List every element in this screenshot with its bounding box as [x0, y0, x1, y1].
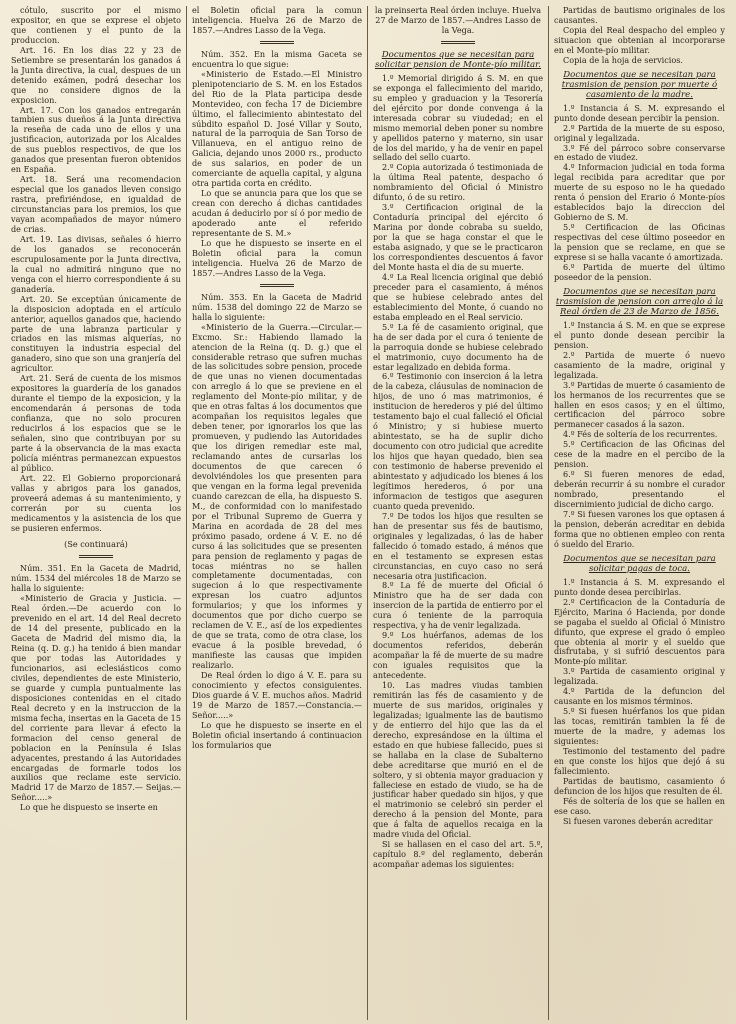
paragraph: 4.º La Real licencia original que debió preceder para el casamiento, á ménos que se hubiese celebrado antes del establecimiento del Monte, ó cuando no estaba empleado en el Real servicio. [373, 271, 543, 322]
column-1 [6, 6, 187, 1020]
column-3 [368, 6, 549, 1020]
paragraph: Copia del Real despacho del empleo y situacion que obtenian al incorporarse en el Monte-pío militar. [554, 24, 725, 55]
paragraph: 5.º Certificacion de las Oficinas respectivas del cese último poseedor en la pension que se reclame, en que se exprese si se halla vacante ó amortizada. [554, 222, 725, 263]
columns-container [6, 6, 730, 1020]
paragraph: Art. 18. Será una recomendacion especial que los ganados lleven consigo rastra, prefiriéndose, en igualdad de circunstancias para los premios, los que vayan acompañados de mayor número de crias. [11, 174, 181, 234]
paragraph: 4.º Partida de la defuncion del causante en los mismos términos. [554, 686, 725, 707]
paragraph: 9.º Los huérfanos, ademas de los documentos referidos, deberán acompañar la fé de muerte de su madre con iguales requisitos que la antecedente. [373, 630, 543, 681]
paragraph: 4.º Informacion judicial en toda forma legal recibida para acreditar que por muerte de su esposo no le ha quedado renta ó pension del Erario ó Monte-píos establecidos bajo la direccion del Gobierno de S. M. [554, 162, 725, 223]
continuation-note: (Se continuará) [64, 538, 128, 549]
paragraph: 3.º Partidas de muerte ó casamiento de los hermanos de los recurrentes que se hallen en esos casos; y en el último, certificacion del párroco sobre permanecer casados á la sazon. [554, 379, 725, 430]
paragraph: Partidas de bautismo originales de los causantes. [554, 6, 725, 25]
paragraph: Art. 16. En los dias 22 y 23 de Setiembre se presentarán los ganados á la Junta directiva, la cual, despues de un detenido exámen, podrá desechar los que no considere dignos de la exposicion. [11, 44, 181, 105]
paragraph: Lo que he dispuesto se inserte en [20, 802, 158, 813]
paragraph: 1.º Memorial dirigido á S. M. en que se exponga el fallecimiento del marido, su empleo y graduacion y la Tesorería del ejército por donde convenga á la interesada cobrar su viudedad; en el mismo memorial deben poner su nombre y apellidos paterno y materno, sin usar de los del marido, y ha de venir en papel sellado del sello cuarto. [373, 72, 543, 163]
paragraph: Lo que se anuncia para que los que se crean con derecho á dichas cantidades acudan á deducirlo por sí ó por medio de apoderado ante el referido representante de S. M.» [192, 188, 362, 239]
paragraph: Art. 21. Será de cuenta de los mismos expositores la guardería de los ganados durante el tiempo de la exposicion, y la encomendarán á personas de toda confianza, que no solo procuren reducirlos á los espacios que se le señalen, sino que contribuyan por su parte á la observancia de la mas exacta policía miéntras permanezcan expuestos al público. [11, 373, 181, 473]
paragraph: 2.º Partida de la muerte de su esposo, original y legalizada. [554, 122, 725, 143]
paragraph: Si fuesen varones deberán acreditar [563, 815, 713, 826]
section-divider [79, 555, 113, 558]
paragraph: cótulo, suscrito por el mismo expositor, en que se exprese el objeto que contienen y el punto de la produccion. [11, 6, 181, 45]
paragraph: 5.º Certificacion de las Oficinas del cese de la madre en el percibo de la pension. [554, 439, 725, 470]
section-heading: Documentos que se necesitan para solicitar pagas de toca. [563, 553, 716, 574]
section-divider [441, 41, 475, 44]
paragraph: 1.º Instancia á S. M. expresando el punto donde desea percibirlas. [554, 576, 725, 597]
paragraph: 3.º Fé del párroco sobre conservarse en estado de viudez. [554, 142, 725, 163]
section-heading: Documentos que se necesitan para trasmision de pension por muerte ó casamiento de la madre. [561, 69, 718, 100]
paragraph: Art. 22. El Gobierno proporcionará vallas y abrigos para los ganados, proveerá ademas á su mantenimiento, y correrán por su cuenta los medicamentos y la asistencia de los que se pusieren enfermos. [11, 472, 181, 533]
column-4 [549, 6, 730, 1020]
paragraph: 10. Las madres viudas tambien remitirán las fés de casamiento y de muerte de sus maridos, originales y legalizadas; igualmente las de bautismo y de entierro del hijo que las da el derecho, expresándose en la última el estado en que hubiese fallecido, pues si se hallaba en la clase de Subalterno debe acreditarse que murió en el de soltero, y si obtenia mayor graduacion y falleciese en estado de viudo, se ha de justificar haber quedado sin hijos, y que el matrimonio se celebró sin perder el derecho á la pension del Monte, para que á falta de aquellos recaiga en la madre viuda del Oficial. [373, 680, 543, 840]
paragraph: 2.º Certificacion de la Contaduría de Ejército, Marina ó Hacienda, por donde se pagaba el sueldo al Oficial ó Ministro difunto, que exprese el grado ó empleo que obtenia al morir y el sueldo que disfrutaba, y si sufrió descuentos para Monte-pío militar. [554, 596, 725, 667]
paragraph: 5.º La fé de casamiento original, que ha de ser dada por el cura ó teniente de la parroquia donde se hubiese celebrado el matrimonio, cuyo documento ha de estar legalizado en debida forma. [373, 321, 543, 372]
paragraph: 6.º Partida de muerte del último poseedor de la pension. [554, 261, 725, 282]
paragraph: «Ministerio de Estado.—El Ministro plenipotenciario de S. M. en los Estados del Rio de la Plata participa desde Montevideo, con fecha 17 de Diciembre último, el fallecimiento abintestato del súbdito español D. José Villar y Souto, natural de la parroquia de San Torso de Villanueva, en el antiguo reino de Galicia, dejando unos 2000 rs., producto de sus salarios, en poder de un comerciante de aquella capital, y alguna otra partida corta en crédito. [192, 68, 362, 189]
paragraph: Art. 19. Las divisas, señales ó hierro de los ganados se reconocerán escrupulosamente por la Junta directiva, la cual no admitirá ninguno que no venga con el hierro correspondiente á su ganadería. [11, 233, 181, 294]
paragraph: «Ministerio de la Guerra.—Circular.—Excmo. Sr.: Habiendo llamado la atencion de la Reina (q. D. g.) que el considerable retraso que sufren muchas de las solicitudes sobre pension, procede de que unas no vienen documentadas con arreglo á lo que se previene en el reglamento del Monte-pío militar, y de que en otras faltas á los documentos que acompañan los requisitos legales que deben tener, por ignorarlos los que las promueven, y pudiendo las Autoridades que los dirigen remediar este mal, reclamando antes de cursarlas los documentos de que carecen ó devolviéndoles los que presenten para que vengan en la forma legal prevenida cuando carezcan de ella, ha dispuesto S. M., de conformidad con lo manifestado por el Tribunal Supremo de Guerra y Marina en acordada de 28 del mes próximo pasado, ordene á V. E. no dé curso á las solicitudes que se presenten para pension de reglamento y pagas de tocas miéntras no se hallen completamente documentadas, con sugecion á lo que respectivamente expresan los cuatro adjuntos formularios; y que los informes y documentos que por dicho cuerpo se reclamen de V. E., así de los expedientes de que se trata, como de otra clase, los evacue á la posible brevedad, ó manifieste las causas que impiden realizarlo. [192, 321, 362, 671]
paragraph: Núm. 352. En la misma Gaceta se encuentra lo que sigue: [192, 48, 362, 69]
paragraph: 2.º Copia autorizada ó testimoniada de la última Real patente, despacho ó nombramiento del Oficial ó Ministro difunto, ó de su retiro. [373, 162, 543, 203]
paragraph: 3.º Certificacion original de la Contaduría principal del ejército ó Marina por donde cobraba su sueldo, por la que se haga constar el que le estaba asignado, y que se le practicaron los correspondientes descuentos á favor del Monte hasta el dia de su muerte. [373, 202, 543, 272]
paragraph: Partidas de bautismo, casamiento ó defuncion de los hijos que resulten de él. [554, 775, 725, 796]
paragraph: 6.º Si fueren menores de edad, deberán recurrir á su nombre el curador nombrado, presentando el discernimiento judicial de dicho cargo. [554, 469, 725, 510]
paragraph: Art. 17. Con los ganados entregarán tambien sus dueños á la Junta directiva la reseña de cada uno de ellos y una justificacion, autorizada por los Alcaldes de sus pueblos respectivos, de que los ganados que presentan fueron obtenidos en España. [11, 104, 181, 175]
paragraph: el Boletin oficial para la comun inteligencia. Huelva 26 de Marzo de 1857.—Andres Lasso de la Vega. [192, 6, 362, 35]
section-heading: Documentos que se necesitan para solicitar pension de Monte-pío militar. [374, 49, 542, 70]
paragraph: 3.º Partida de casamiento original y legalizada. [554, 666, 725, 687]
paragraph: la preinserta Real órden incluye. Huelva 27 de Marzo de 1857.—Andres Lasso de la Vega. [374, 6, 542, 35]
paragraph: 8.º La fé de muerte del Oficial ó Ministro que ha de ser dada con insercion de la partida de entierro por el cura ó teniente de la parroquia respectiva, y ha de venir legalizada. [373, 580, 543, 631]
column-2 [187, 6, 368, 1020]
paragraph: 5.º Si fuesen huérfanos los que pidan las tocas, remitirán tambien la fé de muerte de la madre, y ademas los siguientes: [554, 706, 725, 747]
paragraph: 2.º Partida de muerte ó nuevo casamiento de la madre, original y legalizada. [554, 349, 725, 380]
paragraph: «Ministerio de Gracia y Justicia. —Real órden.—De acuerdo con lo prevenido en el art. 14 del Real decreto de 14 del presente, publicado en la Gaceta de Madrid del mismo dia, la Reina (q. D. g.) ha tenido á bien mandar que por todas las Autoridades y funcionarios, asi eclesiásticos como civiles, dependientes de este Ministerio, se guarde y cumpla puntualmente las disposiciones contenidas en el citado Real decreto y en la instruccion de la misma fecha, insertas en la Gaceta de 15 del corriente para llevar á efecto la formacion del censo general de poblacion en la Península é Islas adyacentes, prestando á las Autoridades encargadas de formarle todos los auxilios que reclame este servicio. Madrid 17 de Marzo de 1857.— Seijas.— Señor.....» [11, 593, 181, 803]
paragraph: Testimonio del testamento del padre en que conste los hijos que dejó á su fallecimiento. [554, 746, 725, 776]
paragraph: Si se hallasen en el caso del art. 5.º, capítulo 8.º del reglamento, deberán acompañar ademas los siguientes: [373, 839, 543, 870]
paragraph: Núm. 353. En la Gaceta de Madrid núm. 1538 del domingo 22 de Marzo se halla lo siguiente: [192, 291, 362, 322]
paragraph: Fés de soltería de los que se hallen en ese caso. [554, 795, 725, 816]
paragraph: Art. 20. Se exceptúan únicamente de la disposicion adoptada en el artículo anterior, aquellos ganados que, haciendo parte de una labranza particular y criados en las mismas alquerías, no constituyen la industria especial del ganadero, sino que son una granjería del agricultor. [11, 293, 181, 374]
paragraph: Copia de la hoja de servicios. [563, 54, 683, 65]
paragraph: 1.º Instancia á S. M. en que se exprese el punto donde desean percibir la pension. [554, 319, 725, 350]
paragraph: 7.º Si fuesen varones los que optasen á la pension, deberán acreditar en debida forma que no obtienen empleo con renta ó sueldo del Erario. [554, 508, 725, 549]
paragraph: 7.º De todos los hijos que resulten se han de presentar sus fés de bautismo, originales y legalizadas, ó las de haber fallecido ó tomado estado, á ménos que en el testamento se expresen estas circunstancias, en cuyo caso no será necesaria otra justificacion. [373, 510, 543, 581]
paragraph: Núm. 351. En la Gaceta de Madrid, núm. 1534 del miércoles 18 de Marzo se halla lo siguiente: [11, 563, 181, 594]
paragraph: 6.º Testimonio con insercion á la letra de la cabeza, cláusulas de nominacion de hijos, de uno ó mas matrimonios, é institucion de herederos y pié del último testamento bajo el cual falleció el Oficial ó Ministro; y si hubiese muerto abintestato, se ha de suplir dicho documento con otro judicial que acredite los hijos que hayan quedado, bien sea con testimonio de haberse prevenido el abintestato y adjudicado los bienes á los legítimos herederos, ó por una informacion de testigos que aseguren cuanto queda prevenido. [373, 371, 543, 511]
paragraph: Lo que he dispuesto se inserte en el Boletin oficial insertando á continuacion los formularios que [192, 719, 362, 750]
section-heading: Documentos que se necesitan para trasmision de pension con arreglo á la Real órden de 23 de Marzo de 1856. [555, 286, 724, 317]
section-divider [260, 41, 294, 44]
paragraph: 1.º Instancia á S. M. expresando el punto donde desean percibir la pension. [554, 102, 725, 123]
section-divider [260, 284, 294, 287]
paragraph: Lo que he dispuesto se inserte en el Boletin oficial para la comun inteligencia. Huelva 26 de Marzo de 1857.—Andres Lasso de la Vega. [192, 237, 362, 278]
paragraph: De Real órden lo digo á V. E. para su conocimiento y efectos consiguientes. Dios guarde á V. E. muchos años. Madrid 19 de Marzo de 1857.—Constancia.—Señor.....» [192, 670, 362, 720]
paragraph: 4.º Fés de soltería de los recurrentes. [563, 429, 718, 440]
